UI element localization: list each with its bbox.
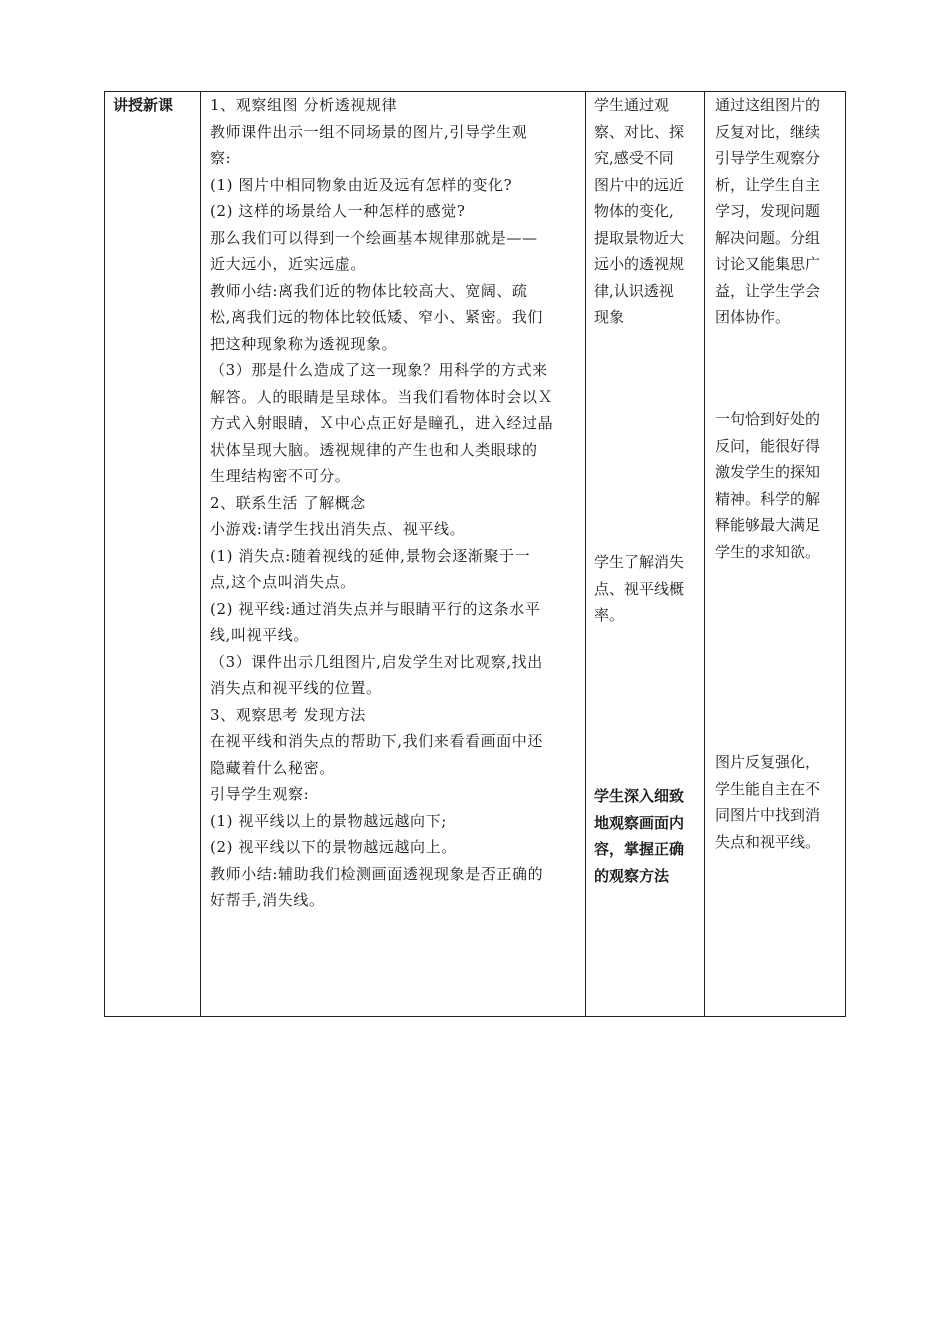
teaching-content [210,92,579,914]
s1-line: 究,感受不同 [594,149,674,167]
content-lines-line: 方式入射眼睛，Ｘ中心点正好是瞳孔，进入经过晶 [210,414,554,432]
content-lines-line: 近大远小，近实远虚。 [210,255,367,273]
i1-line: 解决问题。分组 [715,228,821,247]
s1-line: 远小的透视规 [594,255,685,273]
intent-block-1 [715,92,841,331]
student-block-2-bold: 学生了解 [594,553,655,571]
content-lines-line: 状体呈现大脑。透视规律的产生也和人类眼球的 [210,440,538,459]
content-lines-line: 教师小结:辅助我们检测画面透视现象是否正确的 [210,864,544,883]
section-column [105,92,201,1016]
content-lines-line: (2) 视平线以下的景物越远越向上。 [210,838,457,856]
content-lines-line: (1) 视平线以上的景物越远越向下; [210,811,447,830]
content-lines-line: (2) 这样的场景给人一种怎样的感觉? [210,202,466,220]
s1-line: 察、对比、探 [594,122,685,141]
content-lines-line: 3、观察思考 发现方法 [210,705,366,724]
i2-line: 释能够最大满足 [715,516,821,534]
i1-line: 引导学生观察分 [715,149,821,167]
i1-line: 讨论又能集思广 [715,255,821,273]
content-lines-line: 解答。人的眼睛是呈球体。当我们看物体时会以Ｘ [210,387,554,406]
i2-line: 反问，能很好得 [715,436,821,455]
i3-line: 失点和视平线。 [715,832,821,851]
student-block-3 [594,783,700,889]
s1-line: 物体的变化, [594,202,674,220]
content-lines-line: 线,叫视平线。 [210,626,309,644]
s1-line: 律,认识透视 [594,281,674,300]
s1-line: 图片中的远近 [594,175,685,194]
content-lines-line: (2) 视平线:通过消失点并与眼睛平行的这条水平 [210,599,541,618]
i1-line: 反复对比，继续 [715,122,821,141]
i1-line: 团体协作。 [715,308,791,326]
i1-line: 益，让学生学会 [715,281,821,300]
content-lines-line: 点,这个点叫消失点。 [210,573,356,591]
content-lines-line: 2、联系生活 了解概念 [210,493,366,512]
content-lines-line: (1) 消失点:随着视线的延伸,景物会逐渐聚于一 [210,546,531,565]
i1-line: 学习，发现问题 [715,202,821,220]
student-block-1 [594,92,700,331]
content-lines-line: （3）那是什么造成了这一现象？用科学的方式来 [210,361,548,379]
design-intent-column [705,92,845,1016]
content-lines-line: 那么我们可以得到一个绘画基本规律那就是—— [210,228,538,247]
content-lines-line: (1) 图片中相同物象由近及远有怎样的变化? [210,175,513,194]
s2-line: 点、视平线概 [594,579,685,598]
content-lines-line: 把这种现象称为透视现象。 [210,334,398,353]
s2-line: 率。 [594,606,625,624]
content-lines-line: 察: [210,149,232,167]
content-lines-line: 隐藏着什么秘密。 [210,758,335,777]
content-lines-line: 在视平线和消失点的帮助下,我们来看看画面中还 [210,732,543,750]
content-lines-line: 教师小结:离我们近的物体比较高大、宽阔、疏 [210,281,528,300]
content-lines-line: 消失点和视平线的位置。 [210,679,382,697]
s3-line: 地观察画面内 [594,813,685,832]
section-label: 讲授新课 [113,96,174,114]
student-block-2-rest: 消失 [654,553,685,571]
content-lines-line: 松,离我们远的物体比较低矮、窄小、紧密。我们 [210,308,543,326]
i2-line: 激发学生的探知 [715,463,821,481]
intent-block-3 [715,749,841,855]
intent-block-2 [715,406,841,565]
student-block-2 [594,549,700,629]
content-lines-line: 好帮手,消失线。 [210,891,325,909]
s1-line: 现象 [594,308,625,326]
i1-line: 析，让学生自主 [715,175,821,194]
i2-line: 一句恰到好处的 [715,410,821,428]
content-lines-line: 生理结构密不可分。 [210,467,351,485]
i3-line: 同图片中找到消 [715,806,821,824]
content-lines-line: 引导学生观察: [210,785,310,803]
s1-line: 学生通过观 [594,96,670,114]
i2-line: 精神。科学的解 [715,489,821,508]
student-activity-column [586,92,705,1016]
s3-line: 容，掌握正确 [594,840,685,858]
teaching-content-column [201,92,586,1016]
i2-line: 学生的求知欲。 [715,542,821,561]
lesson-table [104,91,846,1017]
content-lines-line: 小游戏:请学生找出消失点、视平线。 [210,520,466,538]
i1-line: 通过这组图片的 [715,96,821,114]
content-lines-line: （3）课件出示几组图片,启发学生对比观察,找出 [210,652,543,671]
content-lines-line: 1、观察组图 分析透视规律 [210,96,398,114]
content-lines-line: 教师课件出示一组不同场景的图片,引导学生观 [210,122,528,141]
s3-line: 学生深入细致 [594,787,685,805]
i3-line: 学生能自主在不 [715,779,821,798]
s1-line: 提取景物近大 [594,228,685,247]
s3-line: 的观察方法 [594,866,670,885]
i3-line: 图片反复强化， [715,753,821,771]
